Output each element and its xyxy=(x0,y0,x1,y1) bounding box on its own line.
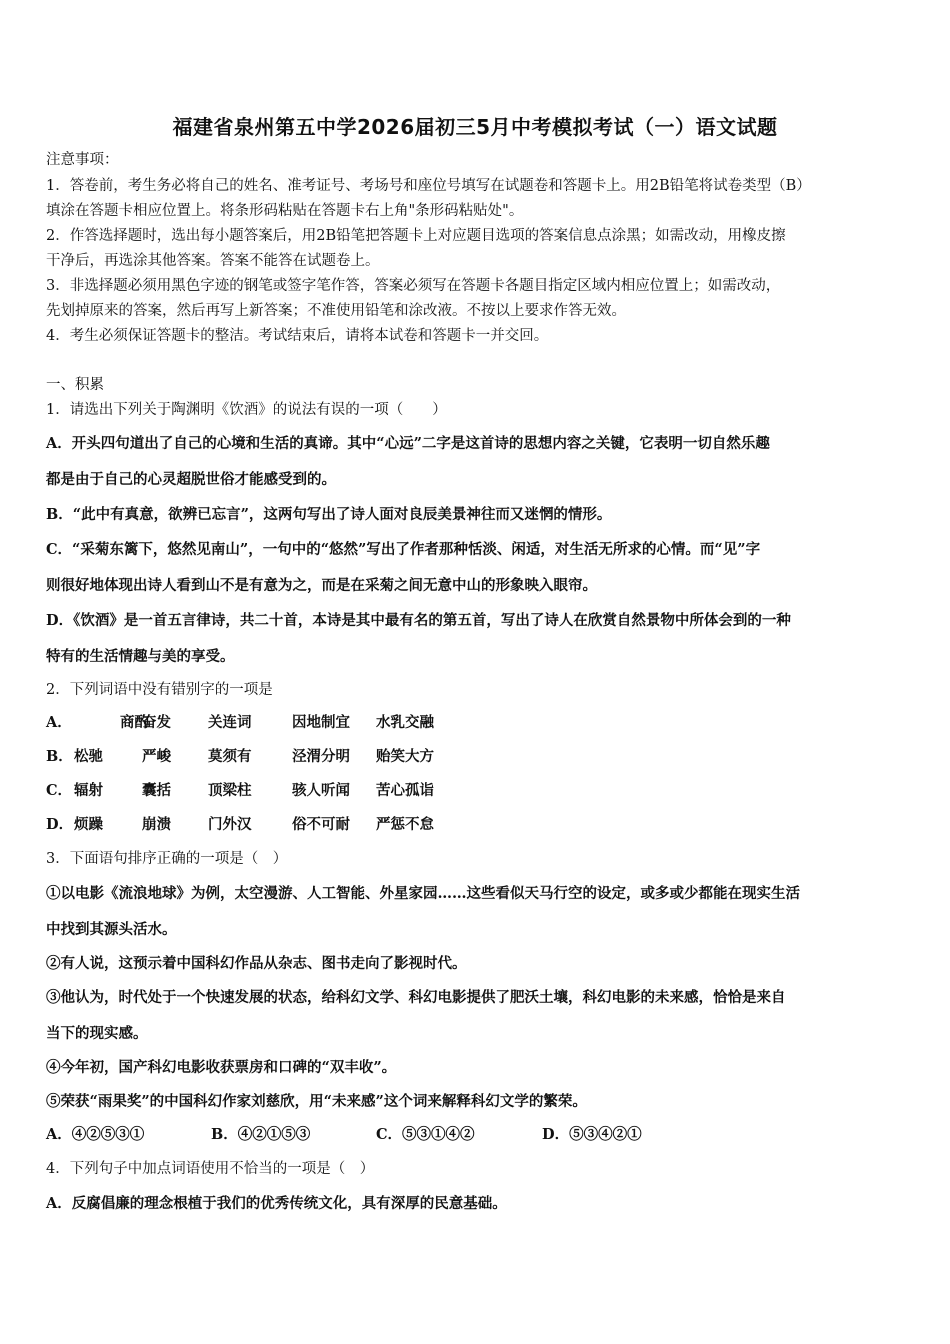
question-2-stem: 2．下列词语中没有错别字的一项是 xyxy=(46,682,273,698)
question-3-sentence: ③他认为，时代处于一个快速发展的状态，给科幻文学、科幻电影提供了肥沃土壤，科幻电影的未来感，恰恰是来自 xyxy=(46,989,786,1006)
option-word: 崩溃 xyxy=(142,816,171,833)
notice-line: 先划掉原来的答案，然后再写上新答案；不准使用铅笔和涂改液。不按以上要求作答无效。 xyxy=(46,303,626,319)
option-label: C． xyxy=(46,782,73,799)
question-1-option-a: A．开头四句道出了自己的心境和生活的真谛。其中“心远”二字是这首诗的思想内容之关键，它表明一切自然乐趣 xyxy=(46,435,770,452)
question-3-sentence: ⑤荣获“雨果奖”的中国科幻作家刘慈欣，用“未来感”这个词来解释科幻文学的繁荣。 xyxy=(46,1093,587,1110)
question-3-sentence: 当下的现实感。 xyxy=(46,1025,148,1042)
question-3-stem: 3．下面语句排序正确的一项是（ ） xyxy=(46,851,288,867)
option-label: B． xyxy=(46,748,73,765)
question-1-option-c: C．“采菊东篱下，悠然见南山”，一句中的“悠然”写出了作者那种恬淡、闲适，对生活无所求的心情。而“见”字 xyxy=(46,541,761,558)
question-2-option-c xyxy=(46,781,906,801)
notice-line: 2．作答选择题时，选出每小题答案后，用2B铅笔把答题卡上对应题目选项的答案信息点涂黑；如需改动，用橡皮擦 xyxy=(46,228,786,244)
question-2-option-a xyxy=(46,713,906,733)
question-3-sentence: ①以电影《流浪地球》为例，太空漫游、人工智能、外星家园……这些看似天马行空的设定，或多或少都能在现实生活 xyxy=(46,885,800,902)
option-word: 奋发 xyxy=(142,714,171,731)
option-word: 贻笑大方 xyxy=(376,748,434,765)
option-word: 顶梁柱 xyxy=(208,782,252,799)
option-word: 严惩不怠 xyxy=(376,816,434,833)
question-1-option-b: B．“此中有真意，欲辨已忘言”，这两句写出了诗人面对良辰美景神往而又迷惘的情形。 xyxy=(46,506,612,523)
notice-heading: 注意事项： xyxy=(46,152,119,168)
option-word: 松驰 xyxy=(74,748,103,765)
question-3-option-b: B．④②①⑤③ xyxy=(211,1126,311,1143)
question-3-sentence: 中找到其源头活水。 xyxy=(46,921,177,938)
question-1-option-a-cont: 都是由于自己的心灵超脱世俗才能感受到的。 xyxy=(46,471,336,488)
question-1-option-c-cont: 则很好地体现出诗人看到山不是有意为之，而是在采菊之间无意中山的形象映入眼帘。 xyxy=(46,577,597,594)
option-word: 骇人听闻 xyxy=(292,782,350,799)
option-word: 商酌 xyxy=(120,714,149,731)
option-word: 泾渭分明 xyxy=(292,748,350,765)
option-label: D． xyxy=(46,816,74,833)
option-word: 因地制宜 xyxy=(292,714,350,731)
notice-line: 1．答卷前，考生务必将自己的姓名、准考证号、考场号和座位号填写在试题卷和答题卡上。用2B铅笔将试卷类型（B） xyxy=(46,178,811,194)
option-word: 关连词 xyxy=(208,714,252,731)
question-1-option-d-cont: 特有的生活情趣与美的享受。 xyxy=(46,648,235,665)
question-2-option-d xyxy=(46,815,906,835)
option-word: 俗不可耐 xyxy=(292,816,350,833)
question-4-option-a: A．反腐倡廉的理念根植于我们的优秀传统文化，具有深厚的民意基础。 xyxy=(46,1195,507,1212)
question-4-stem: 4．下列句子中加点词语使用不恰当的一项是（ ） xyxy=(46,1161,375,1177)
question-1-option-d: D．《饮酒》是一首五言律诗，共二十首，本诗是其中最有名的第五首，写出了诗人在欣赏自然景物中所体会到的一种 xyxy=(46,612,791,629)
notice-line: 3．非选择题必须用黑色字迹的钢笔或签字笔作答，答案必须写在答题卡各题目指定区域内相应位置上；如需改动， xyxy=(46,278,781,294)
notice-line: 干净后，再选涂其他答案。答案不能答在试题卷上。 xyxy=(46,253,380,269)
option-word: 门外汉 xyxy=(208,816,252,833)
option-word: 水乳交融 xyxy=(376,714,434,731)
question-2-option-b xyxy=(46,747,906,767)
option-word: 苦心孤诣 xyxy=(376,782,434,799)
page-title: 福建省泉州第五中学2026届初三5月中考模拟考试（一）语文试题 xyxy=(172,115,778,139)
notice-line: 4．考生必须保证答题卡的整洁。考试结束后，请将本试卷和答题卡一并交回。 xyxy=(46,328,549,344)
question-1-stem: 1．请选出下列关于陶渊明《饮酒》的说法有误的一项（ ） xyxy=(46,402,447,418)
section-heading: 一、积累 xyxy=(46,377,104,393)
option-word: 莫须有 xyxy=(208,748,252,765)
option-word: 囊括 xyxy=(142,782,171,799)
notice-line: 填涂在答题卡相应位置上。将条形码粘贴在答题卡右上角"条形码粘贴处"。 xyxy=(46,203,524,219)
question-3-sentence: ②有人说，这预示着中国科幻作品从杂志、图书走向了影视时代。 xyxy=(46,955,467,972)
question-3-option-d: D．⑤③④②① xyxy=(542,1126,642,1143)
option-word: 辐射 xyxy=(74,782,103,799)
question-3-option-a: A．④②⑤③① xyxy=(46,1126,145,1143)
question-3-options xyxy=(46,1125,906,1145)
question-3-option-c: C．⑤③①④② xyxy=(376,1126,475,1143)
question-3-sentence: ④今年初，国产科幻电影收获票房和口碑的“双丰收”。 xyxy=(46,1059,397,1076)
option-word: 烦躁 xyxy=(74,816,103,833)
option-word: 严峻 xyxy=(142,748,171,765)
option-label: A． xyxy=(46,714,72,731)
